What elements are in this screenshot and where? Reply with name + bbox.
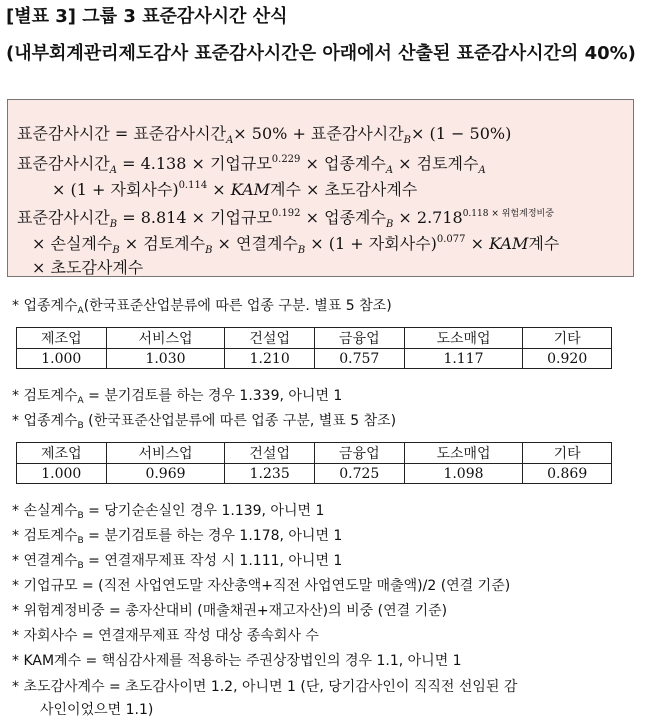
formula-subscript: B — [385, 219, 394, 230]
table-row — [17, 464, 612, 484]
formula-exponent: 0.114 — [178, 180, 208, 191]
formula-subscript: B — [297, 245, 306, 256]
formula-text: × (1 + 자회사수) — [305, 234, 437, 253]
note-kam-coef: * KAM계수 = 핵심감사제를 적용하는 주권상장법인의 경우 1.1, 아니면 1 — [12, 653, 462, 669]
formula-text: × (1 − 50%) — [411, 124, 512, 143]
table-header-cell: 기타 — [523, 443, 612, 464]
formula-text: × 업종계수 — [300, 208, 386, 227]
note-subscript: A — [77, 306, 84, 316]
formula-exponent: 0.229 — [271, 154, 301, 165]
formula-text: × 검토계수 — [393, 154, 479, 173]
formula-subscript: A — [109, 165, 117, 176]
formula-line-1 — [17, 121, 511, 146]
note-text: = 연결재무제표 작성 시 1.111, 아니면 1 — [83, 553, 343, 569]
industry-table-b — [16, 442, 612, 484]
note-subscript: B — [77, 536, 84, 546]
table-row — [17, 349, 612, 369]
formula-text: = 4.138 × 기업규모 — [116, 154, 272, 173]
note-text: (한국표준산업분류에 따른 업종 구분. 별표 5 참조) — [83, 298, 392, 314]
note-loss-coef-b — [12, 501, 324, 526]
table-header-cell: 건설업 — [225, 443, 315, 464]
table-header-cell: 서비스업 — [106, 443, 225, 464]
note-review-coef-a — [12, 386, 342, 411]
note-text: = 분기검토를 하는 경우 1.178, 아니면 1 — [83, 528, 343, 544]
formula-text: × — [207, 180, 231, 199]
note-subscript: B — [77, 421, 84, 431]
formula-text: × 업종계수 — [300, 154, 386, 173]
formula-line-5 — [32, 231, 559, 256]
page-title: [별표 3] 그룹 3 표준감사시간 산식 — [6, 6, 288, 27]
table-cell: 1.098 — [404, 464, 523, 484]
formula-text: × 50% + 표준감사시간 — [233, 124, 404, 143]
note-consolidation-coef-b — [12, 551, 342, 576]
formula-text: × 연결계수 — [212, 234, 298, 253]
table-cell: 0.869 — [523, 464, 612, 484]
table-header-cell: 도소매업 — [404, 328, 523, 349]
formula-text: × 2.718 — [393, 208, 463, 227]
formula-text: 표준감사시간 = 표준감사시간 — [17, 124, 227, 143]
table-cell: 1.030 — [106, 349, 225, 369]
table-cell: 1.000 — [17, 349, 107, 369]
formula-text: × (1 + 자회사수) — [52, 180, 179, 199]
formula-subscript: B — [112, 245, 120, 256]
note-text: * 업종계수 — [12, 298, 78, 314]
formula-box — [7, 99, 634, 277]
page-subtitle: (내부회계관리제도감사 표준감사시간은 아래에서 산출된 표준감사시간의 40%) — [6, 43, 636, 64]
formula-text: = 8.814 × 기업규모 — [117, 208, 272, 227]
formula-subscript: B — [403, 135, 412, 146]
table-cell: 0.757 — [315, 349, 405, 369]
formula-text: × 검토계수 — [119, 234, 206, 253]
formula-subscript: A — [385, 165, 394, 176]
formula-exponent: 0.192 — [271, 208, 301, 219]
note-industry-coef-a — [12, 296, 392, 321]
table-cell: 1.117 — [404, 349, 523, 369]
formula-subscript: A — [478, 165, 486, 176]
table-header-cell: 제조업 — [17, 443, 107, 464]
note-subscript: A — [77, 396, 84, 406]
table-header-cell: 기타 — [523, 328, 612, 349]
formula-exponent: 0.077 — [436, 234, 466, 245]
note-risk-account-ratio: * 위험계정비중 = 총자산대비 (매출채권+재고자산)의 비중 (연결 기준) — [12, 603, 448, 619]
table-header-row — [17, 443, 612, 464]
formula-text: × — [465, 234, 490, 253]
formula-subscript: B — [109, 219, 118, 230]
note-text: * 연결계수 — [12, 553, 78, 569]
formula-subscript: A — [226, 135, 234, 146]
table-header-cell: 서비스업 — [106, 328, 225, 349]
note-first-audit-coef: * 초도감사계수 = 초도감사이면 1.2, 아니면 1 (단, 당기감사인이 직직전 선임된 감 — [12, 679, 518, 695]
note-industry-coef-b — [12, 411, 396, 436]
table-cell: 0.969 — [106, 464, 225, 484]
formula-text: × 손실계수 — [32, 234, 113, 253]
formula-text: 계수 × 초도감사계수 — [270, 180, 418, 199]
table-cell: 0.725 — [315, 464, 405, 484]
table-cell: 1.000 — [17, 464, 107, 484]
table-cell: 0.920 — [523, 349, 612, 369]
industry-table-a — [16, 327, 612, 369]
note-subscript: B — [77, 511, 84, 521]
formula-text: × 초도감사계수 — [32, 258, 144, 277]
table-header-cell: 제조업 — [17, 328, 107, 349]
table-header-cell: 금융업 — [315, 328, 405, 349]
formula-text: 계수 — [528, 234, 560, 253]
formula-line-3 — [52, 177, 417, 200]
note-company-size: * 기업규모 = (직전 사업연도말 자산총액+직전 사업연도말 매출액)/2 (연결 기준) — [12, 578, 511, 594]
formula-text: 표준감사시간 — [17, 154, 110, 173]
formula-line-2 — [17, 151, 486, 176]
note-text: * 검토계수 — [12, 388, 78, 404]
table-header-cell: 금융업 — [315, 443, 405, 464]
note-text: = 분기검토를 하는 경우 1.339, 아니면 1 — [83, 388, 343, 404]
formula-text: 표준감사시간 — [17, 208, 110, 227]
formula-line-6 — [32, 255, 143, 278]
formula-exponent: 0.118 × 위험계정비중 — [462, 209, 554, 219]
formula-kam: KAM — [230, 180, 271, 199]
note-first-audit-coef-cont: 사인이었으면 1.1) — [40, 702, 154, 718]
table-header-cell: 도소매업 — [404, 443, 523, 464]
note-text: * 손실계수 — [12, 503, 78, 519]
note-text: * 검토계수 — [12, 528, 78, 544]
table-cell: 1.210 — [225, 349, 315, 369]
note-text: (한국표준산업분류에 따른 업종 구분, 별표 5 참조) — [83, 413, 397, 429]
note-subscript: B — [77, 561, 84, 571]
formula-kam: KAM — [489, 234, 529, 253]
table-header-row — [17, 328, 612, 349]
formula-subscript: B — [205, 245, 213, 256]
table-cell: 1.235 — [225, 464, 315, 484]
note-text: = 당기순손실인 경우 1.139, 아니면 1 — [83, 503, 325, 519]
table-header-cell: 건설업 — [225, 328, 315, 349]
note-subsidiary-count: * 자회사수 = 연결재무제표 작성 대상 종속회사 수 — [12, 628, 319, 644]
formula-line-4 — [17, 205, 554, 230]
note-review-coef-b — [12, 526, 342, 551]
note-text: * 업종계수 — [12, 413, 78, 429]
